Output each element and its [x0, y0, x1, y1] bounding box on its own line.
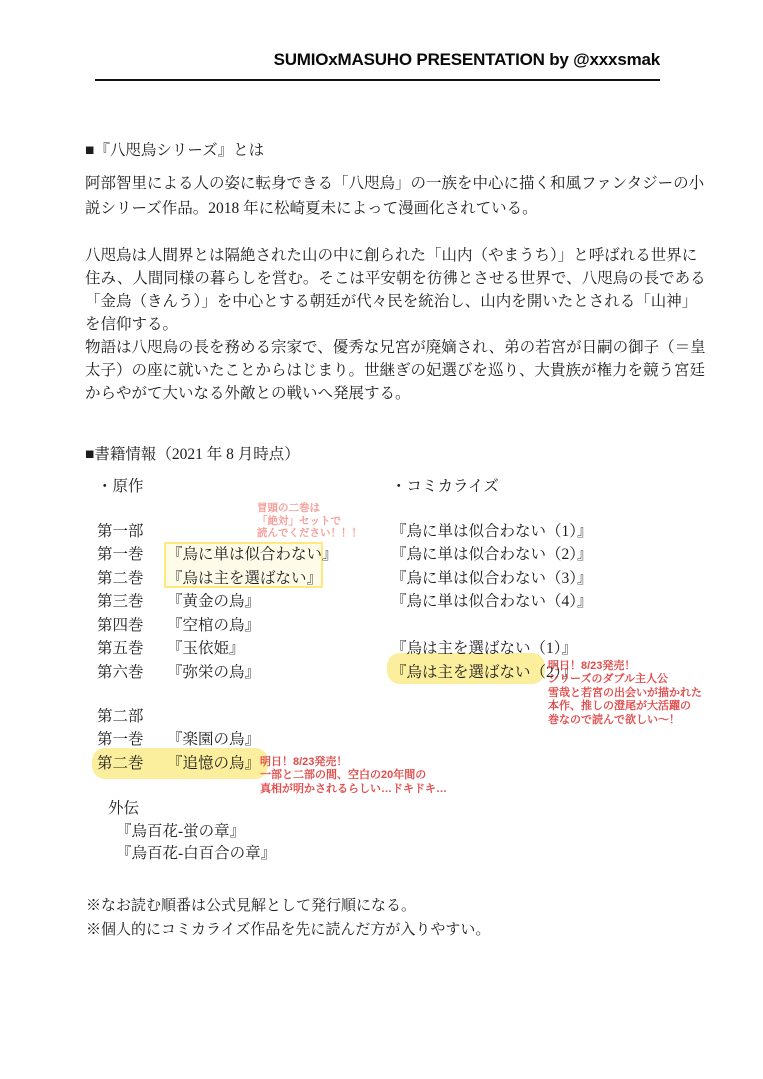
part-label-row	[97, 703, 260, 727]
comic-row	[391, 565, 593, 589]
comic-list	[391, 518, 593, 683]
volume-row	[97, 542, 338, 566]
comic-title: 『烏に単は似合わない（2）』	[391, 546, 593, 564]
paragraph-line: 阿部智里による人の姿に転身できる「八咫烏」の一族を中心に描く和風ファンタジーの小	[85, 175, 705, 192]
volume-title: 『烏に単は似合わない』	[167, 546, 338, 564]
annotation-red-comic-vol2	[548, 660, 702, 727]
volume-number: 第三巻	[97, 593, 144, 611]
comic-title: 『烏に単は似合わない（3）』	[391, 569, 593, 587]
volume-title: 『烏百花-白百合の章』	[116, 844, 277, 862]
volume-row	[97, 589, 338, 613]
volume-row	[97, 727, 260, 751]
volume-row	[108, 841, 276, 863]
comic-column-header: ・コミカライズ	[391, 478, 499, 495]
paragraph-line: 太子）の座に就いたことからはじまり。世継ぎの妃選びを巡り、大貴族が権力を競う宮廷	[85, 362, 706, 379]
part-label-row	[108, 796, 276, 818]
footnotes	[86, 895, 490, 942]
volume-row	[97, 636, 338, 660]
annotation-line: 明日！8/23発売！	[260, 756, 348, 768]
paragraph-line: 八咫烏は人間界とは隔絶された山の中に創られた「山内（やまうち）」と呼ばれる世界に	[85, 247, 698, 264]
book-info-heading: ■書籍情報（2021 年 8 月時点）	[85, 446, 300, 463]
original-part1-list	[97, 518, 338, 683]
annotation-line: 明日！8/23発売！	[548, 660, 636, 672]
volume-row	[108, 818, 276, 840]
comic-title: 『烏に単は似合わない（4）』	[391, 593, 593, 611]
volume-row	[97, 750, 260, 774]
volume-title: 『弥栄の烏』	[167, 663, 261, 681]
part-label: 第二部	[97, 707, 144, 725]
volume-title: 『玉依姫』	[167, 640, 245, 658]
series-heading: ■『八咫烏シリーズ』とは	[85, 142, 265, 159]
footnote-line: ※なお読む順番は公式見解として発行順になる。	[86, 898, 417, 914]
page-header	[95, 50, 660, 81]
volume-number: 第二巻	[97, 569, 144, 587]
annotation-red-tsuioku	[260, 756, 447, 796]
volume-number: 第一巻	[97, 546, 144, 564]
comic-row	[391, 542, 593, 566]
paragraph-line: からやがて大いなる外敵との戦いへ発展する。	[85, 385, 411, 402]
gaiden-list	[108, 796, 276, 863]
comic-title: 『烏に単は似合わない（1）』	[391, 522, 593, 540]
volume-number: 第四巻	[97, 616, 144, 634]
volume-row	[97, 612, 338, 636]
intro-paragraph-1	[85, 171, 704, 221]
part-label: 第一部	[97, 522, 144, 540]
original-part2-list	[97, 703, 260, 774]
annotation-line: 本作、推しの澄尾が大活躍の	[548, 700, 691, 713]
annotation-line: 「絶対」セットで	[257, 514, 341, 527]
comic-title: 『烏は主を選ばない（2）』	[391, 663, 578, 681]
volume-number: 第二巻	[97, 754, 144, 772]
annotation-line: 一部と二部の間、空白の20年間の	[260, 769, 427, 782]
part-label: 外伝	[108, 800, 140, 818]
volume-title: 『楽園の烏』	[167, 731, 261, 749]
annotation-line: 真相が明かされるらしい…ドキドキ…	[260, 782, 447, 795]
volume-title: 『烏百花-蛍の章』	[116, 822, 246, 840]
comic-title: 『烏は主を選ばない（1）』	[391, 640, 578, 658]
annotation-line: シリーズのダブル主人公	[548, 673, 669, 686]
paragraph-line: 説シリーズ作品。2018 年に松崎夏未によって漫画化されている。	[85, 200, 538, 217]
footnote-line: ※個人的にコミカライズ作品を先に読んだ方が入りやすい。	[86, 921, 491, 938]
annotation-line: 雪哉と若宮の出会いが描かれた	[548, 686, 702, 699]
volume-title: 『烏は主を選ばない』	[167, 569, 323, 587]
annotation-line: 読んでください！！！	[257, 527, 362, 540]
volume-number: 第一巻	[97, 731, 144, 749]
volume-number: 第五巻	[97, 640, 144, 658]
volume-title: 『黄金の烏』	[167, 593, 261, 611]
volume-row	[97, 659, 338, 683]
comic-row	[391, 518, 593, 542]
original-column-header: ・原作	[97, 478, 144, 495]
intro-paragraph-2	[85, 244, 706, 405]
comic-row	[391, 636, 593, 660]
volume-title: 『空棺の烏』	[167, 616, 261, 634]
paragraph-line: 住み、人間同様の暮らしを営む。そこは平安朝を彷彿とさせる世界で、八咫烏の長である	[85, 270, 706, 287]
spacer-row	[391, 612, 593, 636]
paragraph-line: 「金烏（きんう）」を中心とする朝廷が代々民を統治し、山内を開いたとされる「山神」	[85, 293, 698, 310]
annotation-line: 冒頭の二巻は	[257, 502, 320, 514]
volume-number: 第六巻	[97, 663, 144, 681]
annotation-pink-read-as-set	[257, 502, 362, 540]
volume-title: 『追憶の烏』	[167, 754, 261, 772]
comic-row	[391, 589, 593, 613]
volume-row	[97, 565, 338, 589]
paragraph-line: 物語は八咫烏の長を務める宗家で、優秀な兄宮が廃嫡され、弟の若宮が日嗣の御子（＝皇	[85, 339, 706, 356]
paragraph-line: を信仰する。	[85, 316, 179, 333]
header-title: SUMIOxMASUHO PRESENTATION by @xxxsmak	[273, 50, 660, 69]
annotation-line: 巻なので読んで欲しい～！	[548, 713, 680, 726]
